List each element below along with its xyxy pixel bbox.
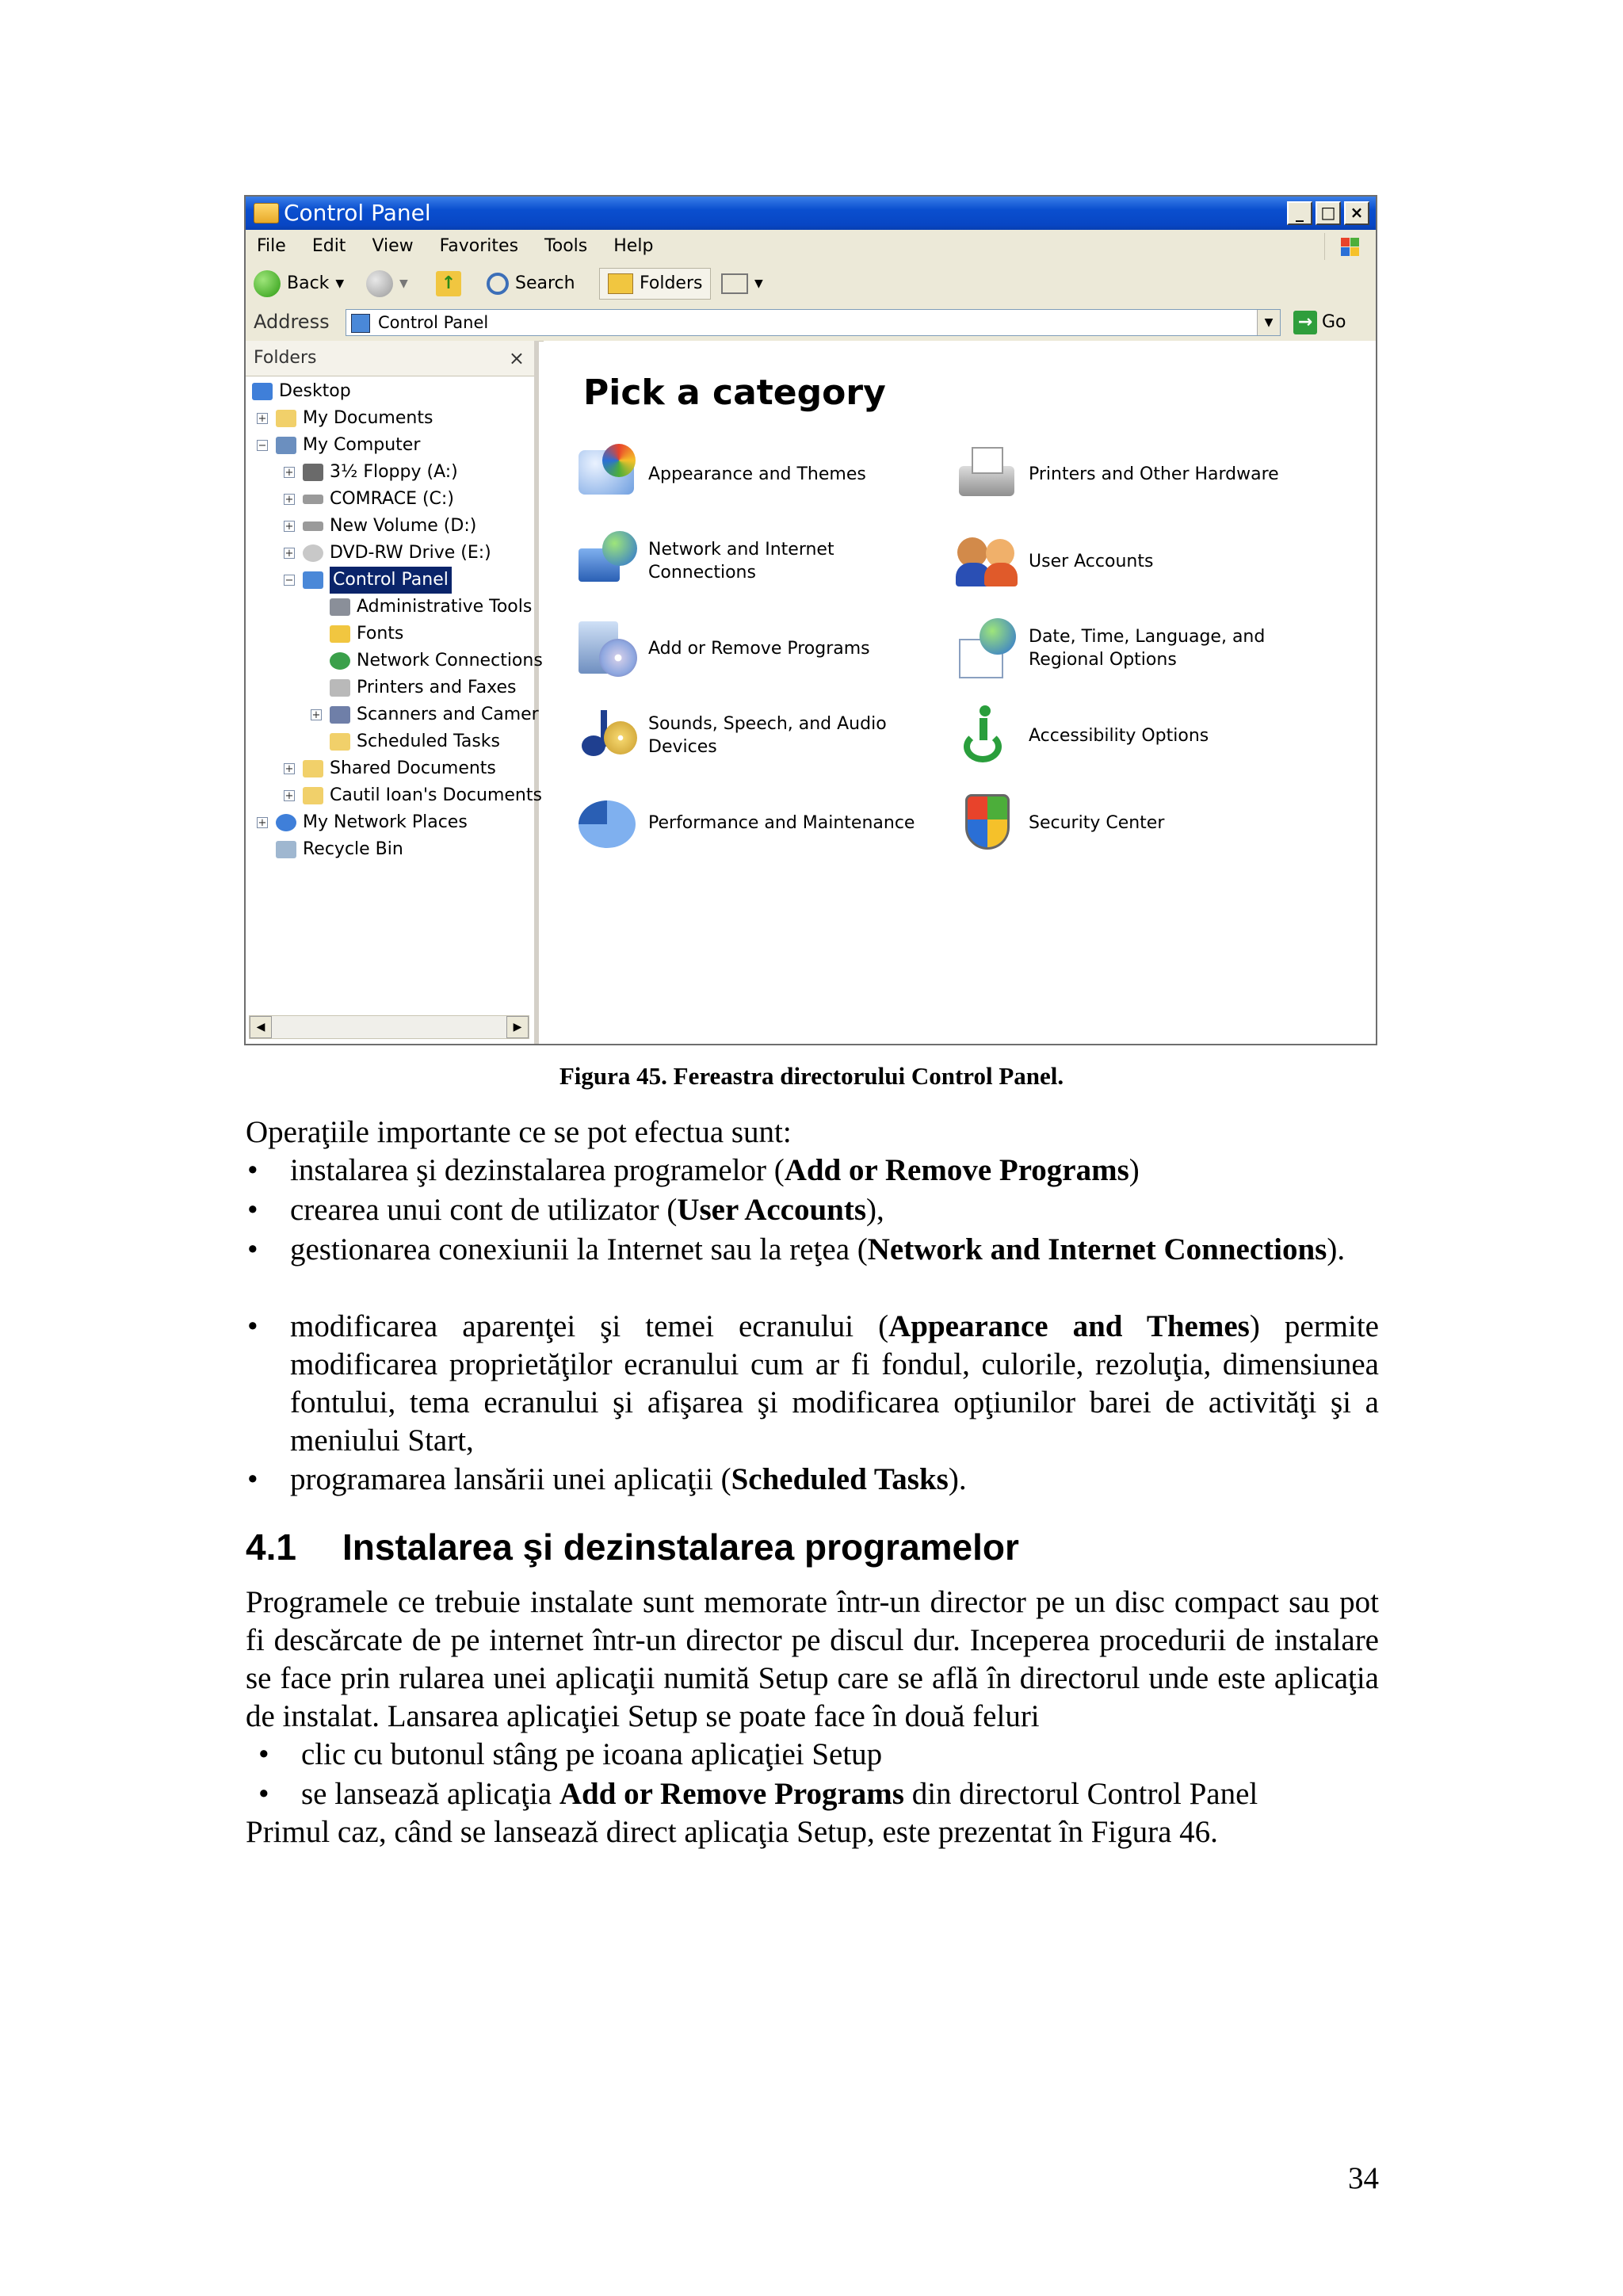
network-internet-icon [575,529,639,593]
category-network-internet[interactable]: Network and Internet Connections [575,529,834,593]
recycle-bin-icon [276,841,296,858]
category-performance-maintenance[interactable]: Performance and Maintenance [575,791,915,854]
scheduled-tasks-icon [330,733,350,751]
menu-help[interactable]: Help [613,236,654,256]
tree-item-fonts[interactable]: Fonts [330,621,403,648]
expand-icon[interactable]: + [258,817,267,829]
tree-item-drive-e[interactable]: + DVD-RW Drive (E:) [285,543,491,563]
expand-icon[interactable]: + [285,548,294,560]
dvd-drive-icon [303,544,323,562]
views-icon [721,273,748,294]
appearance-themes-icon [575,442,639,506]
figure-caption: Figura 45. Fereastra directorului Control Panel. [559,1062,1064,1090]
accessibility-icon [956,704,1019,767]
tree-item-control-panel[interactable]: − Control Panel [284,567,452,594]
tree-item-administrative-tools[interactable]: Administrative Tools [330,594,532,621]
go-button[interactable]: → Go [1293,311,1346,334]
network-places-icon [276,814,296,831]
expand-icon[interactable]: + [285,494,294,506]
bullet-scheduled-tasks: • programarea lansării unei aplicaţii (Scheduled Tasks). [290,1461,1379,1499]
go-arrow-icon: → [1293,311,1317,334]
scroll-right-icon[interactable]: ▶ [506,1016,529,1038]
intro-paragraph: Operaţiile importante ce se pot efectua sunt: [246,1115,792,1149]
category-user-accounts[interactable]: User Accounts [956,529,1153,593]
section-heading: 4.1 Instalarea şi dezinstalarea programelor [246,1526,1019,1568]
folders-header: Folders × [246,341,534,376]
tree-item-desktop[interactable]: Desktop [252,378,351,405]
window-title: Control Panel [284,200,431,226]
bullet-network: • gestionarea conexiunii la Internet sau la reţea (Network and Internet Connections). [290,1231,1379,1269]
performance-maintenance-icon [575,791,639,854]
category-security-center[interactable]: Security Center [956,791,1164,854]
category-printers-hardware[interactable]: Printers and Other Hardware [956,442,1279,506]
folder-icon [303,787,323,804]
category-accessibility-options[interactable]: Accessibility Options [956,704,1209,767]
search-icon [487,273,509,295]
category-date-time-language[interactable]: Date, Time, Language, and Regional Options [956,617,1265,680]
bullet-user-accounts: • crearea unui cont de utilizator (User Accounts), [290,1191,1379,1229]
bullet-appearance: • modificarea aparenţei şi temei ecranului (Appearance and Themes) permite modificarea proprietăţilor ecranului cum ar fi fondul, culorile, rezoluţia, dimensiunea fontului, tema ecranului şi afişarea şi modificarea opţiunilor barei de activităţi şi a meniului Start, [290,1308,1379,1460]
desktop-icon [252,383,273,400]
forward-button[interactable]: ▼ [366,269,408,298]
category-view [544,341,1376,1044]
close-folders-button[interactable]: × [508,347,525,369]
printer-icon [330,679,350,697]
horizontal-scrollbar[interactable] [249,1015,529,1039]
expand-icon[interactable]: + [285,763,294,775]
windows-logo-icon [1324,233,1369,260]
hard-drive-icon [303,495,323,504]
scroll-left-icon[interactable]: ◀ [250,1016,272,1038]
control-panel-icon [351,314,370,333]
expand-icon[interactable]: + [285,521,294,533]
address-label: Address [254,311,330,333]
menu-bar [246,230,1376,264]
tree-item-floppy[interactable]: + 3½ Floppy (A:) [285,462,458,482]
menu-tools[interactable]: Tools [544,236,588,256]
tree-item-printers-faxes[interactable]: Printers and Faxes [330,674,516,701]
collapse-icon[interactable]: − [285,575,294,586]
fonts-folder-icon [330,625,350,643]
menu-edit[interactable]: Edit [311,236,346,256]
expand-icon[interactable]: + [285,467,294,479]
folder-icon [303,760,323,777]
security-center-shield-icon [956,791,1019,854]
user-accounts-icon [956,529,1019,593]
tree-item-drive-c[interactable]: + COMRACE (C:) [285,489,454,509]
category-appearance-themes[interactable]: Appearance and Themes [575,442,866,506]
tree-item-user-documents[interactable]: + Cautil Ioan's Documents [285,785,542,805]
expand-icon[interactable]: + [311,709,321,721]
bullet-add-remove: • instalarea şi dezinstalarea programelor (Add or Remove Programs) [290,1152,1379,1190]
scanner-icon [330,706,350,724]
back-button[interactable]: Back ▼ [254,269,344,298]
bullet-add-remove-launch: • se lansează aplicaţia Add or Remove Programs din directorul Control Panel [301,1775,1379,1813]
minimize-button[interactable]: _ [1287,201,1312,225]
collapse-icon[interactable]: − [258,440,267,452]
date-time-language-icon [956,617,1019,680]
tree-item-my-network-places[interactable]: + My Network Places [258,812,468,832]
address-dropdown[interactable]: ▼ [1257,310,1280,335]
folders-pane [246,341,543,1044]
network-icon [330,652,350,670]
closing-paragraph: Primul caz, când se lansează direct aplicaţia Setup, este prezentat în Figura 46. [246,1815,1218,1849]
folders-icon [608,273,633,294]
close-button[interactable]: × [1344,201,1369,225]
up-folder-button[interactable] [436,269,461,298]
views-button[interactable]: ▼ [721,269,763,298]
address-input[interactable]: Control Panel ▼ [346,309,1281,336]
section-paragraph: Programele ce trebuie instalate sunt memorate într-un director pe un disc compact sau pot fi descărcate de pe internet într-un director pe discul dur. Inceperea procedurii de instalare se face prin rularea unei aplicaţii numită Setup care se află în directorul unde este aplicaţia de instalat. Lansarea aplicaţiei Setup se poate face în două feluri [246,1585,1379,1733]
tree-item-my-computer[interactable]: − My Computer [258,435,421,455]
floppy-drive-icon [303,464,323,481]
forward-arrow-icon [366,270,393,297]
computer-icon [276,437,296,454]
folder-icon [254,203,279,223]
menu-file[interactable]: File [257,236,286,256]
expand-icon[interactable]: + [285,790,294,802]
menu-favorites[interactable]: Favorites [439,236,519,256]
sounds-audio-icon [575,704,639,767]
toolbar [246,263,1376,305]
tree-item-my-documents[interactable]: + My Documents [258,408,433,428]
control-panel-icon [303,571,323,589]
tree-item-scanners-cameras[interactable]: + Scanners and Camer [311,705,539,724]
up-folder-icon: ↑ [436,271,461,296]
title-bar [246,197,1376,230]
hard-drive-icon [303,521,323,531]
control-panel-screenshot [244,195,1377,1045]
folders-button[interactable]: Folders [599,268,711,300]
administrative-tools-icon [330,598,350,616]
address-bar [246,304,1376,342]
printer-hardware-icon [956,442,1019,506]
category-add-remove-programs[interactable]: Add or Remove Programs [575,617,870,680]
tree-item-network-connections[interactable]: Network Connections [330,648,543,674]
tree-item-scheduled-tasks[interactable]: Scheduled Tasks [330,728,500,755]
menu-view[interactable]: View [372,236,414,256]
expand-icon[interactable]: + [258,413,267,425]
folder-icon [276,410,296,427]
add-remove-programs-icon [575,617,639,680]
search-button[interactable]: Search [487,269,575,298]
tree-item-drive-d[interactable]: + New Volume (D:) [285,516,477,536]
page-number: 34 [1348,2161,1379,2195]
tree-item-shared-documents[interactable]: + Shared Documents [285,758,496,778]
back-arrow-icon [254,270,281,297]
category-sounds-speech-audio[interactable]: Sounds, Speech, and Audio Devices [575,704,887,767]
tree-item-recycle-bin[interactable]: Recycle Bin [276,836,403,863]
page-title: Pick a category [583,372,886,413]
maximize-button[interactable]: □ [1316,201,1341,225]
bullet-setup-click: • clic cu butonul stâng pe icoana aplicaţiei Setup [301,1736,1379,1774]
